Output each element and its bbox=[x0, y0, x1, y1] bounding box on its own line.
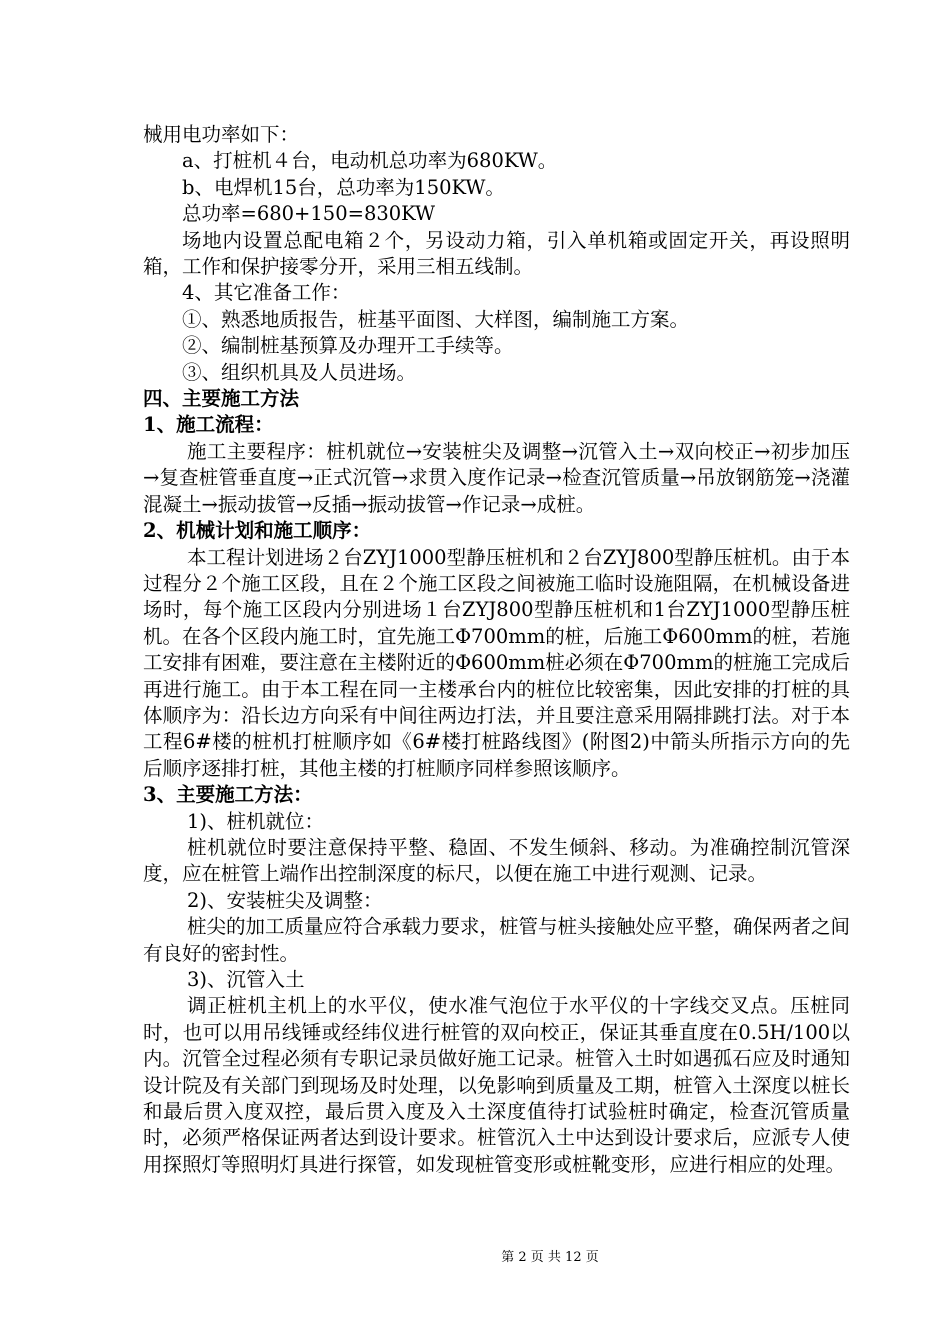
paragraph: ③、组织机具及人员进场。 bbox=[182, 360, 417, 384]
paragraph: a、打桩机４台，电动机总功率为680KW。 bbox=[182, 149, 558, 173]
paragraph: 施工主要程序：桩机就位→安装桩尖及调整→沉管入土→双向校正→初步加压→复查桩管垂直度→正式沉管→求贯入度作记录→检查沉管质量→吊放钢筋笼→浇灌混凝土→振动拔管→反插→振动拔管→作记录→成桩。 bbox=[143, 439, 850, 516]
paragraph: 调正桩机主机上的水平仪，使水准气泡位于水平仪的十字线交叉点。压桩同时，也可以用吊线锤或经纬仪进行桩管的双向校正，保证其垂直度在0.5H/100以内。沉管全过程必须有专职记录员做好施工记录。桩管入土时如遇孤石应及时通知设计院及有关部门到现场及时处理，以免影响到质量及工期，桩管入土深度以桩长和最后贯入度双控，最后贯入度及入土深度值待打试验桩时确定，检查沉管质量时，必须严格保证两者达到设计要求。桩管沉入土中达到设计要求后，应派专人使用探照灯等照明灯具进行探管，如发现桩管变形或桩靴变形，应进行相应的处理。 bbox=[143, 994, 850, 1176]
section-heading: 2、机械计划和施工顺序： bbox=[143, 519, 372, 543]
section-heading: 3、主要施工方法： bbox=[143, 783, 313, 807]
paragraph: 场地内设置总配电箱２个，另设动力箱，引入单机箱或固定开关，再设照明箱，工作和保护接零分开，采用三相五线制。 bbox=[143, 228, 850, 279]
paragraph: 3)、沉管入土 bbox=[187, 968, 305, 991]
paragraph: 械用电功率如下： bbox=[143, 123, 300, 146]
paragraph: 总功率=680+150=830KW bbox=[182, 202, 436, 226]
paragraph: b、电焊机15台，总功率为150KW。 bbox=[182, 175, 505, 199]
paragraph: ①、熟悉地质报告，桩基平面图、大样图，编制施工方案。 bbox=[182, 307, 690, 331]
section-heading: 1、施工流程： bbox=[143, 413, 274, 437]
paragraph: ②、编制桩基预算及办理开工手续等。 bbox=[182, 334, 514, 358]
paragraph: 本工程计划进场２台ZYJ1000型静压桩机和２台ZYJ800型静压桩机。由于本过程分２个施工区段，且在２个施工区段之间被施工临时设施阻隔，在机械设备进场时，每个施工区段内分别进场１台ZYJ800型静压桩机和1台ZYJ1000型静压桩机。在各个区段内施工时，宜先施工Φ700mm的桩，后施工Φ600mm的桩，若施工安排有困难，要注意在主楼附近的Φ600mm桩必须在Φ700mm的桩施工完成后再进行施工。由于本工程在同一主楼承台内的桩位比较密集，因此安排的打桩的具体顺序为：沿长边方向采有中间往两边打法，并且要注意采用隔排跳打法。对于本工程6#楼的桩机打桩顺序如《6#楼打桩路线图》(附图2)中箭头所指示方向的先后顺序逐排打桩，其他主楼的打桩顺序同样参照该顺序。 bbox=[143, 545, 850, 780]
paragraph: 桩尖的加工质量应符合承载力要求，桩管与桩头接触处应平整，确保两者之间有良好的密封性。 bbox=[143, 915, 851, 965]
document-body bbox=[143, 122, 850, 1178]
section-heading: 四、主要施工方法 bbox=[143, 387, 300, 411]
paragraph: 2)、安装桩尖及调整： bbox=[187, 888, 383, 912]
paragraph: 4、其它准备工作： bbox=[182, 281, 351, 305]
paragraph: 桩机就位时要注意保持平整、稳固、不发生倾斜、移动。为准确控制沉管深度，应在桩管上端作出控制深度的标尺，以便在施工中进行观测、记录。 bbox=[143, 835, 850, 886]
page-footer: 第 2 页 共 12 页 bbox=[501, 1250, 599, 1265]
paragraph: 1)、桩机就位： bbox=[187, 809, 325, 833]
